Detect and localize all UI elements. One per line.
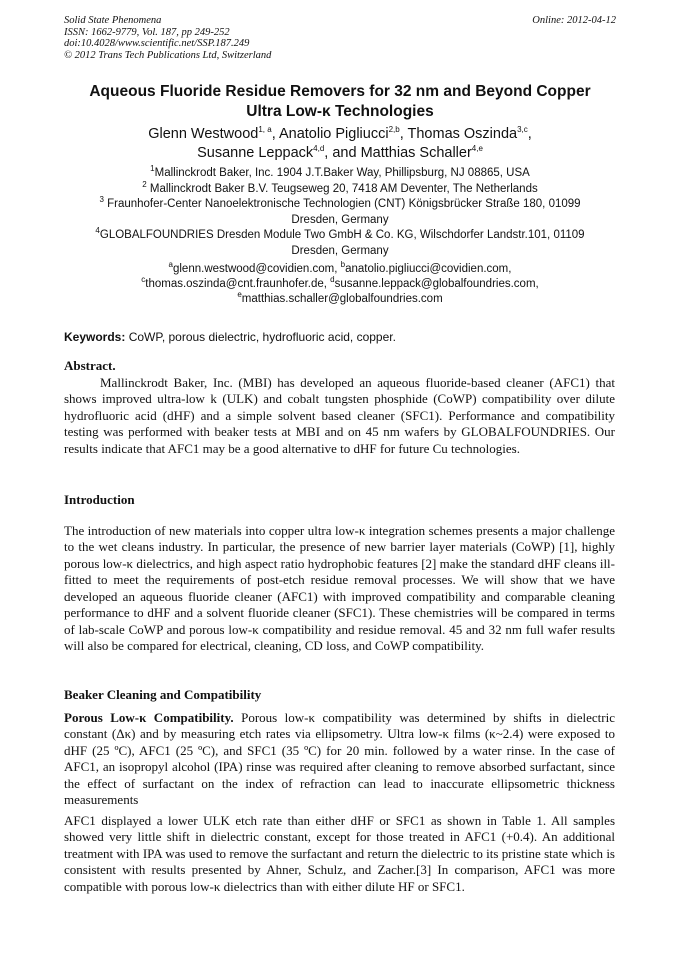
beaker-paragraph-1: [64, 710, 615, 809]
affiliation-sup: 2: [142, 179, 147, 189]
affiliation-cont: Dresden, Germany: [291, 244, 389, 257]
email-address[interactable]: thomas.oszinda@cnt.fraunhofer.de,: [145, 278, 331, 290]
keywords: [64, 330, 396, 345]
paper-title: [60, 82, 620, 122]
keywords-text: CoWP, porous dielectric, hydrofluoric acid, copper.: [125, 330, 396, 344]
beaker-p1-text: Porous low-κ compatibility was determined by shifts in dielectric constant (Δκ) and by measuring etch rates via ellipsometry. Ultra low-κ films (κ~2.4) were exposed to dHF (25 ºC), AFC1 (25 ºC), and SFC1 (35 ºC) for 20 min. followed by a water rinse. In the case of AFC1, an isopropyl alcohol (IPA) rinse was required after cleaning to remove absorbed surfactant, since the effect of surfactant on the index of refraction can lead to inaccurate ellipsometric thickness measurements: [64, 709, 615, 807]
abstract-text: Mallinckrodt Baker, Inc. (MBI) has developed an aqueous fluoride-based cleaner (AFC1) that shows improved ultra-low k (ULK) and cobalt tungsten phosphide (CoWP) compatibility over dilute hydrofluoric acid (dHF) and a simple solvent based cleaner (SFC1). Performance and compatibility testing was performed with beaker tests at MBI and on 45 nm wafers by GLOBALFOUNDRIES. Our results indicate that AFC1 may be a good alternative to dHF for future Cu technologies.: [64, 374, 615, 456]
beaker-paragraph-2: AFC1 displayed a lower ULK etch rate than either dHF or SFC1 as shown in Table 1. All samples showed very little shift in dielectric constant, except for those treated in AFC1 (+0.4). An additional treatment with IPA was used to remove the surfactant and return the dielectric to its pristine state which is consistent with results presented by Ahner, Schulz, and Zacher.[3] In comparison, AFC1 was more compatible with porous low-κ dielectrics than with either dilute HF or SFC1.: [64, 812, 615, 894]
author-sup: 3,c: [517, 125, 528, 135]
author-list: [60, 125, 620, 163]
journal-name: Solid State Phenomena: [64, 15, 162, 26]
author-name: Thomas Oszinda: [407, 126, 518, 142]
title-line-1: Aqueous Fluoride Residue Removers for 32 nm and Beyond Copper: [89, 83, 591, 100]
introduction-text: The introduction of new materials into copper ultra low-κ integration schemes presents a major challenge to the wet cleans industry. In particular, the presence of new barrier layer materials (CoWP) [1], highly porous low-κ dielectrics, and high aspect ratio hydrophobic features [2] make the standard dHF cleans ill-fitted to meet the requirements of post-etch residue removal processes. We will show that we have developed an aqueous fluoride cleaner (AFC1) with improved compatibility and comparable cleaning performance to dHF and a solvent fluoride cleaner (SFC1). These chemistries will be compared in terms of lab-scale CoWP and porous low-κ compatibility and residue removal. 45 and 32 nm full wafer results will also be compared for electrical, cleaning, CD loss, and CoWP compatibility.: [64, 522, 615, 653]
affiliation-text: Fraunhofer-Center Nanoelektronische Technologien (CNT) Königsbrücker Straße 180, 01099: [103, 198, 581, 210]
email-list: [60, 262, 620, 307]
email-sup: a: [168, 260, 173, 270]
author-line-2: [60, 144, 620, 163]
email-address[interactable]: glenn.westwood@covidien.com,: [172, 263, 341, 275]
beaker-heading: Beaker Cleaning and Compatibility: [64, 687, 262, 702]
affiliation: [60, 228, 620, 244]
journal-header: [64, 15, 271, 61]
keywords-label: Keywords:: [64, 330, 126, 344]
author-sup: 4,d: [313, 144, 325, 154]
email-line: [60, 292, 620, 307]
affiliation-sup: 4: [95, 226, 100, 236]
author-line-1: [60, 125, 620, 144]
email-sup: c: [141, 275, 146, 285]
beaker-section: [64, 687, 615, 895]
email-sup: d: [330, 275, 335, 285]
affiliation-text: GLOBALFOUNDRIES Dresden Module Two GmbH & Co. KG, Wilschdorfer Landstr.101, 01109: [99, 229, 585, 241]
author-sup: 1, a: [258, 125, 272, 135]
author-sup: 2,b: [388, 125, 400, 135]
affiliation-sup: 1: [150, 164, 155, 174]
author-name: Susanne Leppack: [197, 145, 314, 161]
author-sep: , and: [324, 145, 361, 161]
affiliation-text: Mallinckrodt Baker B.V. Teugseweg 20, 7418 AM Deventer, The Netherlands: [146, 182, 538, 195]
email-line: [60, 277, 620, 292]
affiliation-sup: 3: [99, 195, 104, 205]
author-name: Glenn Westwood: [148, 126, 259, 142]
journal-copyright: © 2012 Trans Tech Publications Ltd, Switzerland: [64, 49, 272, 61]
email-sup: e: [237, 290, 242, 300]
introduction-section: [64, 492, 615, 655]
author-sep: ,: [527, 126, 532, 142]
beaker-runin-heading: Porous Low-κ Compatibility.: [64, 709, 234, 725]
affiliation-text: Mallinckrodt Baker, Inc. 1904 J.T.Baker Way, Phillipsburg, NJ 08865, USA: [154, 167, 530, 179]
online-date: Online: 2012-04-12: [532, 15, 616, 26]
author-name: Anatolio Pigliucci: [278, 126, 389, 142]
abstract-heading: Abstract.: [64, 358, 116, 373]
title-line-2: Ultra Low-κ Technologies: [246, 103, 434, 120]
journal-doi: doi:10.4028/www.scientific.net/SSP.187.249: [64, 38, 250, 49]
author-sup: 4,e: [471, 144, 483, 154]
introduction-heading: Introduction: [64, 492, 135, 507]
affiliation: [60, 179, 620, 198]
author-sep: ,: [399, 126, 408, 142]
affiliation: [60, 197, 620, 213]
author-name: Matthias Schaller: [360, 145, 472, 161]
abstract-section: [64, 358, 615, 457]
email-address[interactable]: matthias.schaller@globalfoundries.com: [241, 293, 443, 305]
affiliations: [60, 166, 620, 259]
journal-issn: ISSN: 1662-9779, Vol. 187, pp 249-252: [64, 26, 230, 38]
email-address[interactable]: susanne.leppack@globalfoundries.com,: [334, 278, 539, 290]
author-sep: ,: [271, 126, 279, 142]
affiliation-cont: Dresden, Germany: [291, 213, 389, 226]
email-sup: b: [340, 260, 346, 270]
email-address[interactable]: anatolio.pigliucci@covidien.com,: [345, 263, 512, 275]
